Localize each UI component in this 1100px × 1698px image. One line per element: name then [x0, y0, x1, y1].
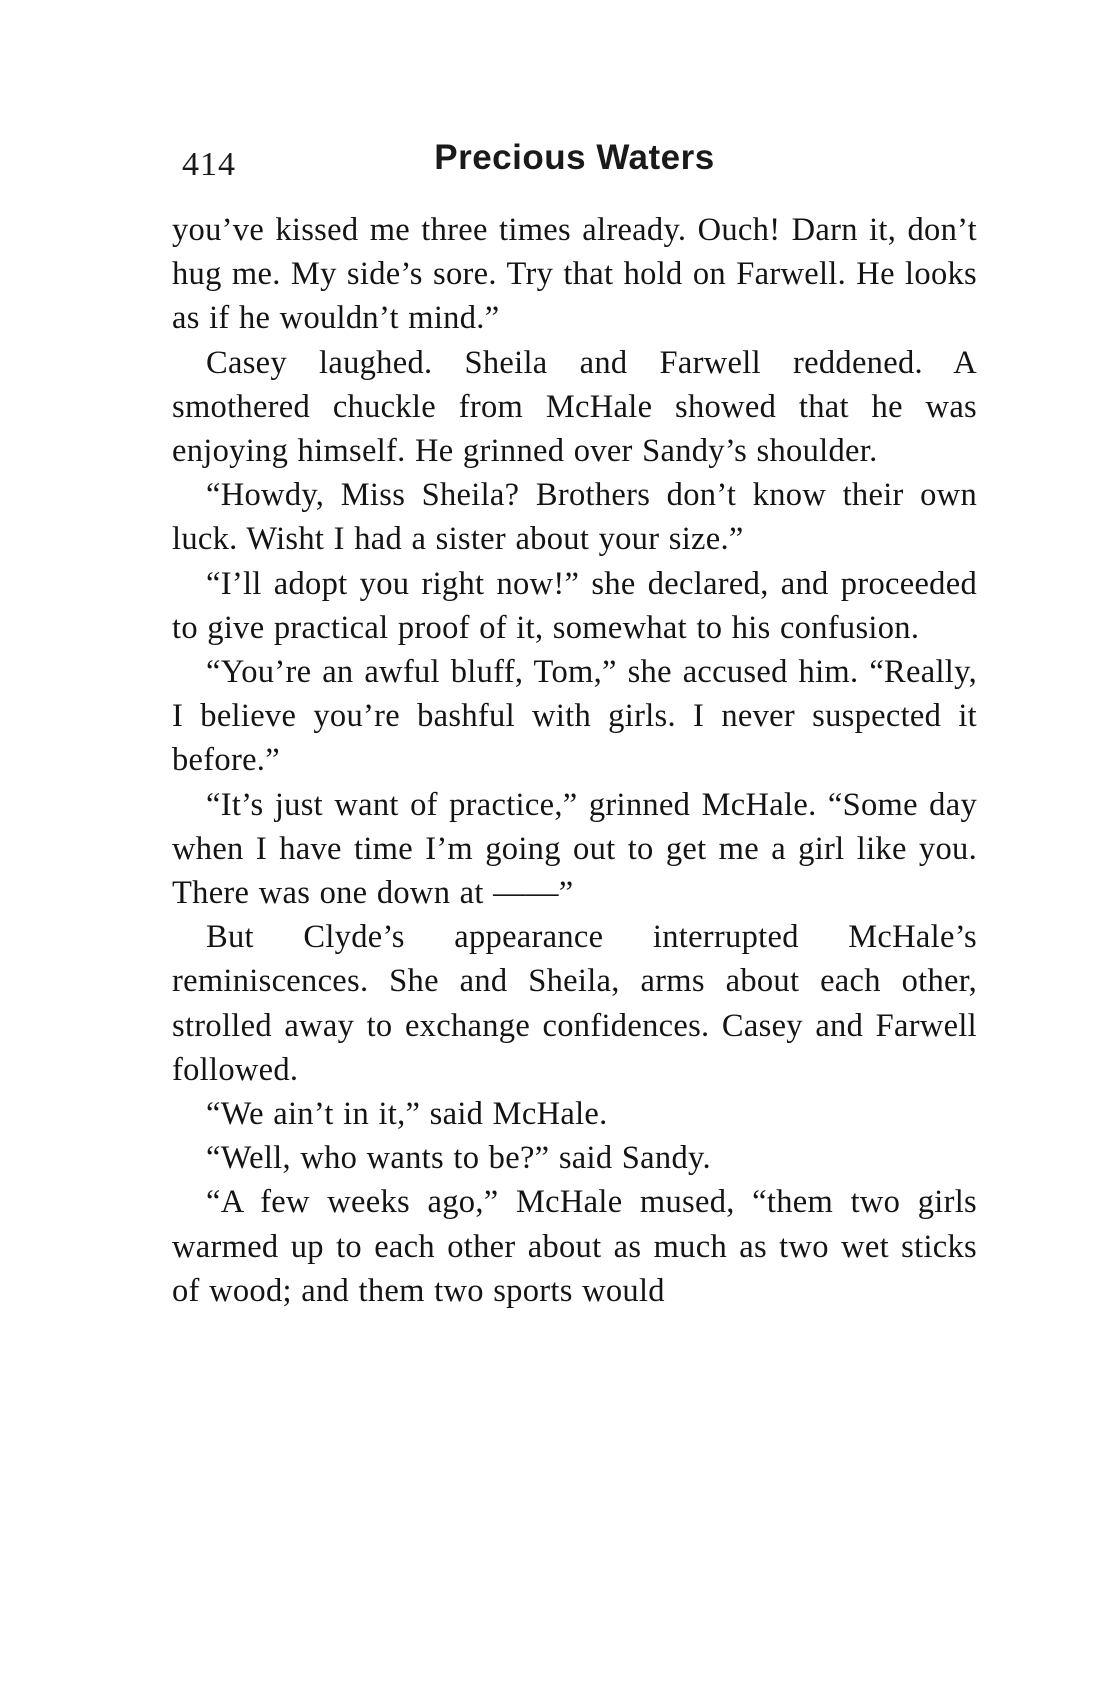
- paragraph: “A few weeks ago,” McHale mused, “them two girls warmed up to each other about as much as two wet sticks of wood; and them two sports would: [172, 1184, 977, 1309]
- book-title: Precious Waters: [434, 138, 715, 177]
- paragraph: “It’s just want of practice,” grinned McHale. “Some day when I have time I’m going out to get me a girl like you. There was one down at ——”: [172, 786, 977, 912]
- paragraph: “Well, who wants to be?” said Sandy.: [206, 1140, 711, 1177]
- paragraph: “Howdy, Miss Sheila? Brothers don’t know their own luck. Wisht I had a sister about your size.”: [172, 477, 977, 558]
- paragraph: you’ve kissed me three times already. Ouch! Darn it, don’t hug me. My side’s sore. Try that hold on Farwell. He looks as if he wouldn’t mind.”: [172, 212, 977, 337]
- paragraph: “I’ll adopt you right now!” she declared, and proceeded to give practical proof of it, somewhat to his confusion.: [172, 565, 977, 646]
- paragraph: Casey laughed. Sheila and Farwell reddened. A smothered chuckle from McHale showed that he was enjoying himself. He grinned over Sandy’s shoulder.: [172, 344, 977, 470]
- body-text: [172, 208, 977, 1313]
- paragraph: “We ain’t in it,” said McHale.: [206, 1096, 608, 1133]
- running-head: [172, 138, 977, 186]
- paragraph: “You’re an awful bluff, Tom,” she accused him. “Really, I believe you’re bashful with girls. I never suspected it before.”: [172, 654, 977, 779]
- page-number: 414: [182, 146, 236, 183]
- paragraph: But Clyde’s appearance interrupted McHale’s reminiscences. She and Sheila, arms about each other, strolled away to exchange confidences. Casey and Farwell followed.: [172, 919, 977, 1088]
